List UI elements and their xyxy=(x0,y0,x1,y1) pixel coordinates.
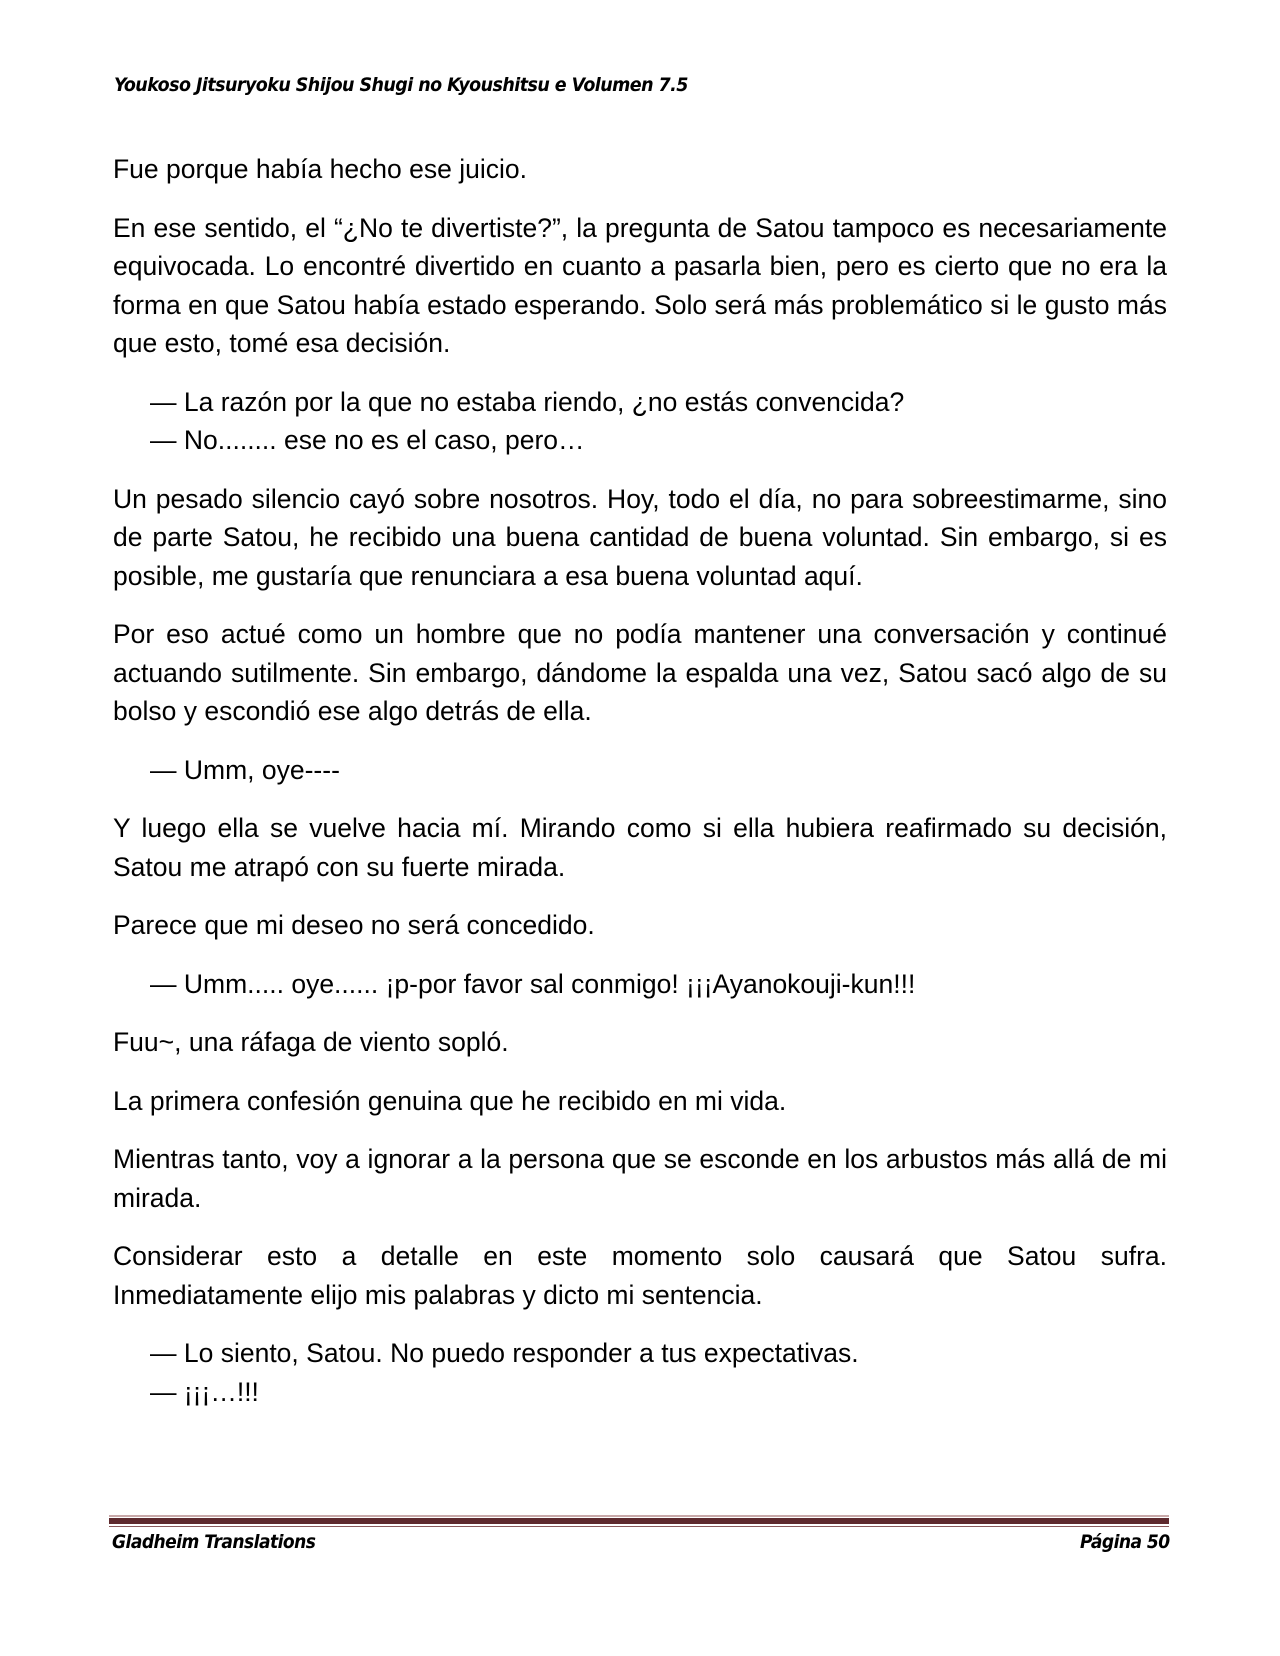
paragraph: La primera confesión genuina que he recibido en mi vida. xyxy=(113,1085,787,1116)
dialogue-line: — Umm, oye---- xyxy=(150,754,340,785)
paragraph: Y luego ella se vuelve hacia mí. Mirando como si ella hubiera reafirmado su decisión, Satou me atrapó con su fuerte mirada. xyxy=(113,813,1167,882)
paragraph: Un pesado silencio cayó sobre nosotros. Hoy, todo el día, no para sobreestimarme, sino de parte Satou, he recibido una buena cantidad de buena voluntad. Sin embargo, si es posible, me gustaría que renunciara a esa buena voluntad aquí. xyxy=(113,483,1167,591)
dialogue-line: — Umm..... oye...... ¡p-por favor sal conmigo! ¡¡¡Ayanokouji-kun!!! xyxy=(150,968,916,999)
page-number: Página 50 xyxy=(1080,1531,1170,1553)
paragraph: Considerar esto a detalle en este momento solo causará que Satou sufra. Inmediatamente elijo mis palabras y dicto mi sentencia. xyxy=(113,1241,1167,1310)
footer-rule-top-highlight xyxy=(109,1515,1169,1517)
dialogue-line: — No........ ese no es el caso, pero… xyxy=(150,425,585,455)
dialogue-line: — ¡¡¡…!!! xyxy=(150,1376,259,1407)
footer-translator-credit: Gladheim Translations xyxy=(112,1531,316,1553)
dialogue-line: — Lo siento, Satou. No puedo responder a tus expectativas. xyxy=(150,1338,859,1368)
paragraph: Fuu~, una ráfaga de viento sopló. xyxy=(113,1027,509,1057)
dialogue-line: — La razón por la que no estaba riendo, ¿no estás convencida? xyxy=(150,386,905,417)
paragraph: Mientras tanto, voy a ignorar a la persona que se esconde en los arbustos más allá de mi mirada. xyxy=(113,1144,1167,1213)
page-body xyxy=(113,150,1167,1431)
paragraph: En ese sentido, el “¿No te divertiste?”, la pregunta de Satou tampoco es necesariamente equivocada. Lo encontré divertido en cuanto a pasarla bien, pero es cierto que no era la forma en que Satou había estado esperando. Solo será más problemático si le gusto más que esto, tomé esa decisión. xyxy=(113,212,1167,358)
footer-rule-bottom-line xyxy=(109,1526,1169,1527)
paragraph: Por eso actué como un hombre que no podía mantener una conversación y continué actuando sutilmente. Sin embargo, dándome la espalda una vez, Satou sacó algo de su bolso y escondió ese algo detrás de ella. xyxy=(113,619,1167,726)
paragraph: Parece que mi deseo no será concedido. xyxy=(113,910,595,940)
running-header-title: Youkoso Jitsuryoku Shijou Shugi no Kyoushitsu e Volumen 7.5 xyxy=(114,74,688,96)
paragraph: Fue porque había hecho ese juicio. xyxy=(113,154,527,184)
footer-divider xyxy=(109,1518,1169,1524)
